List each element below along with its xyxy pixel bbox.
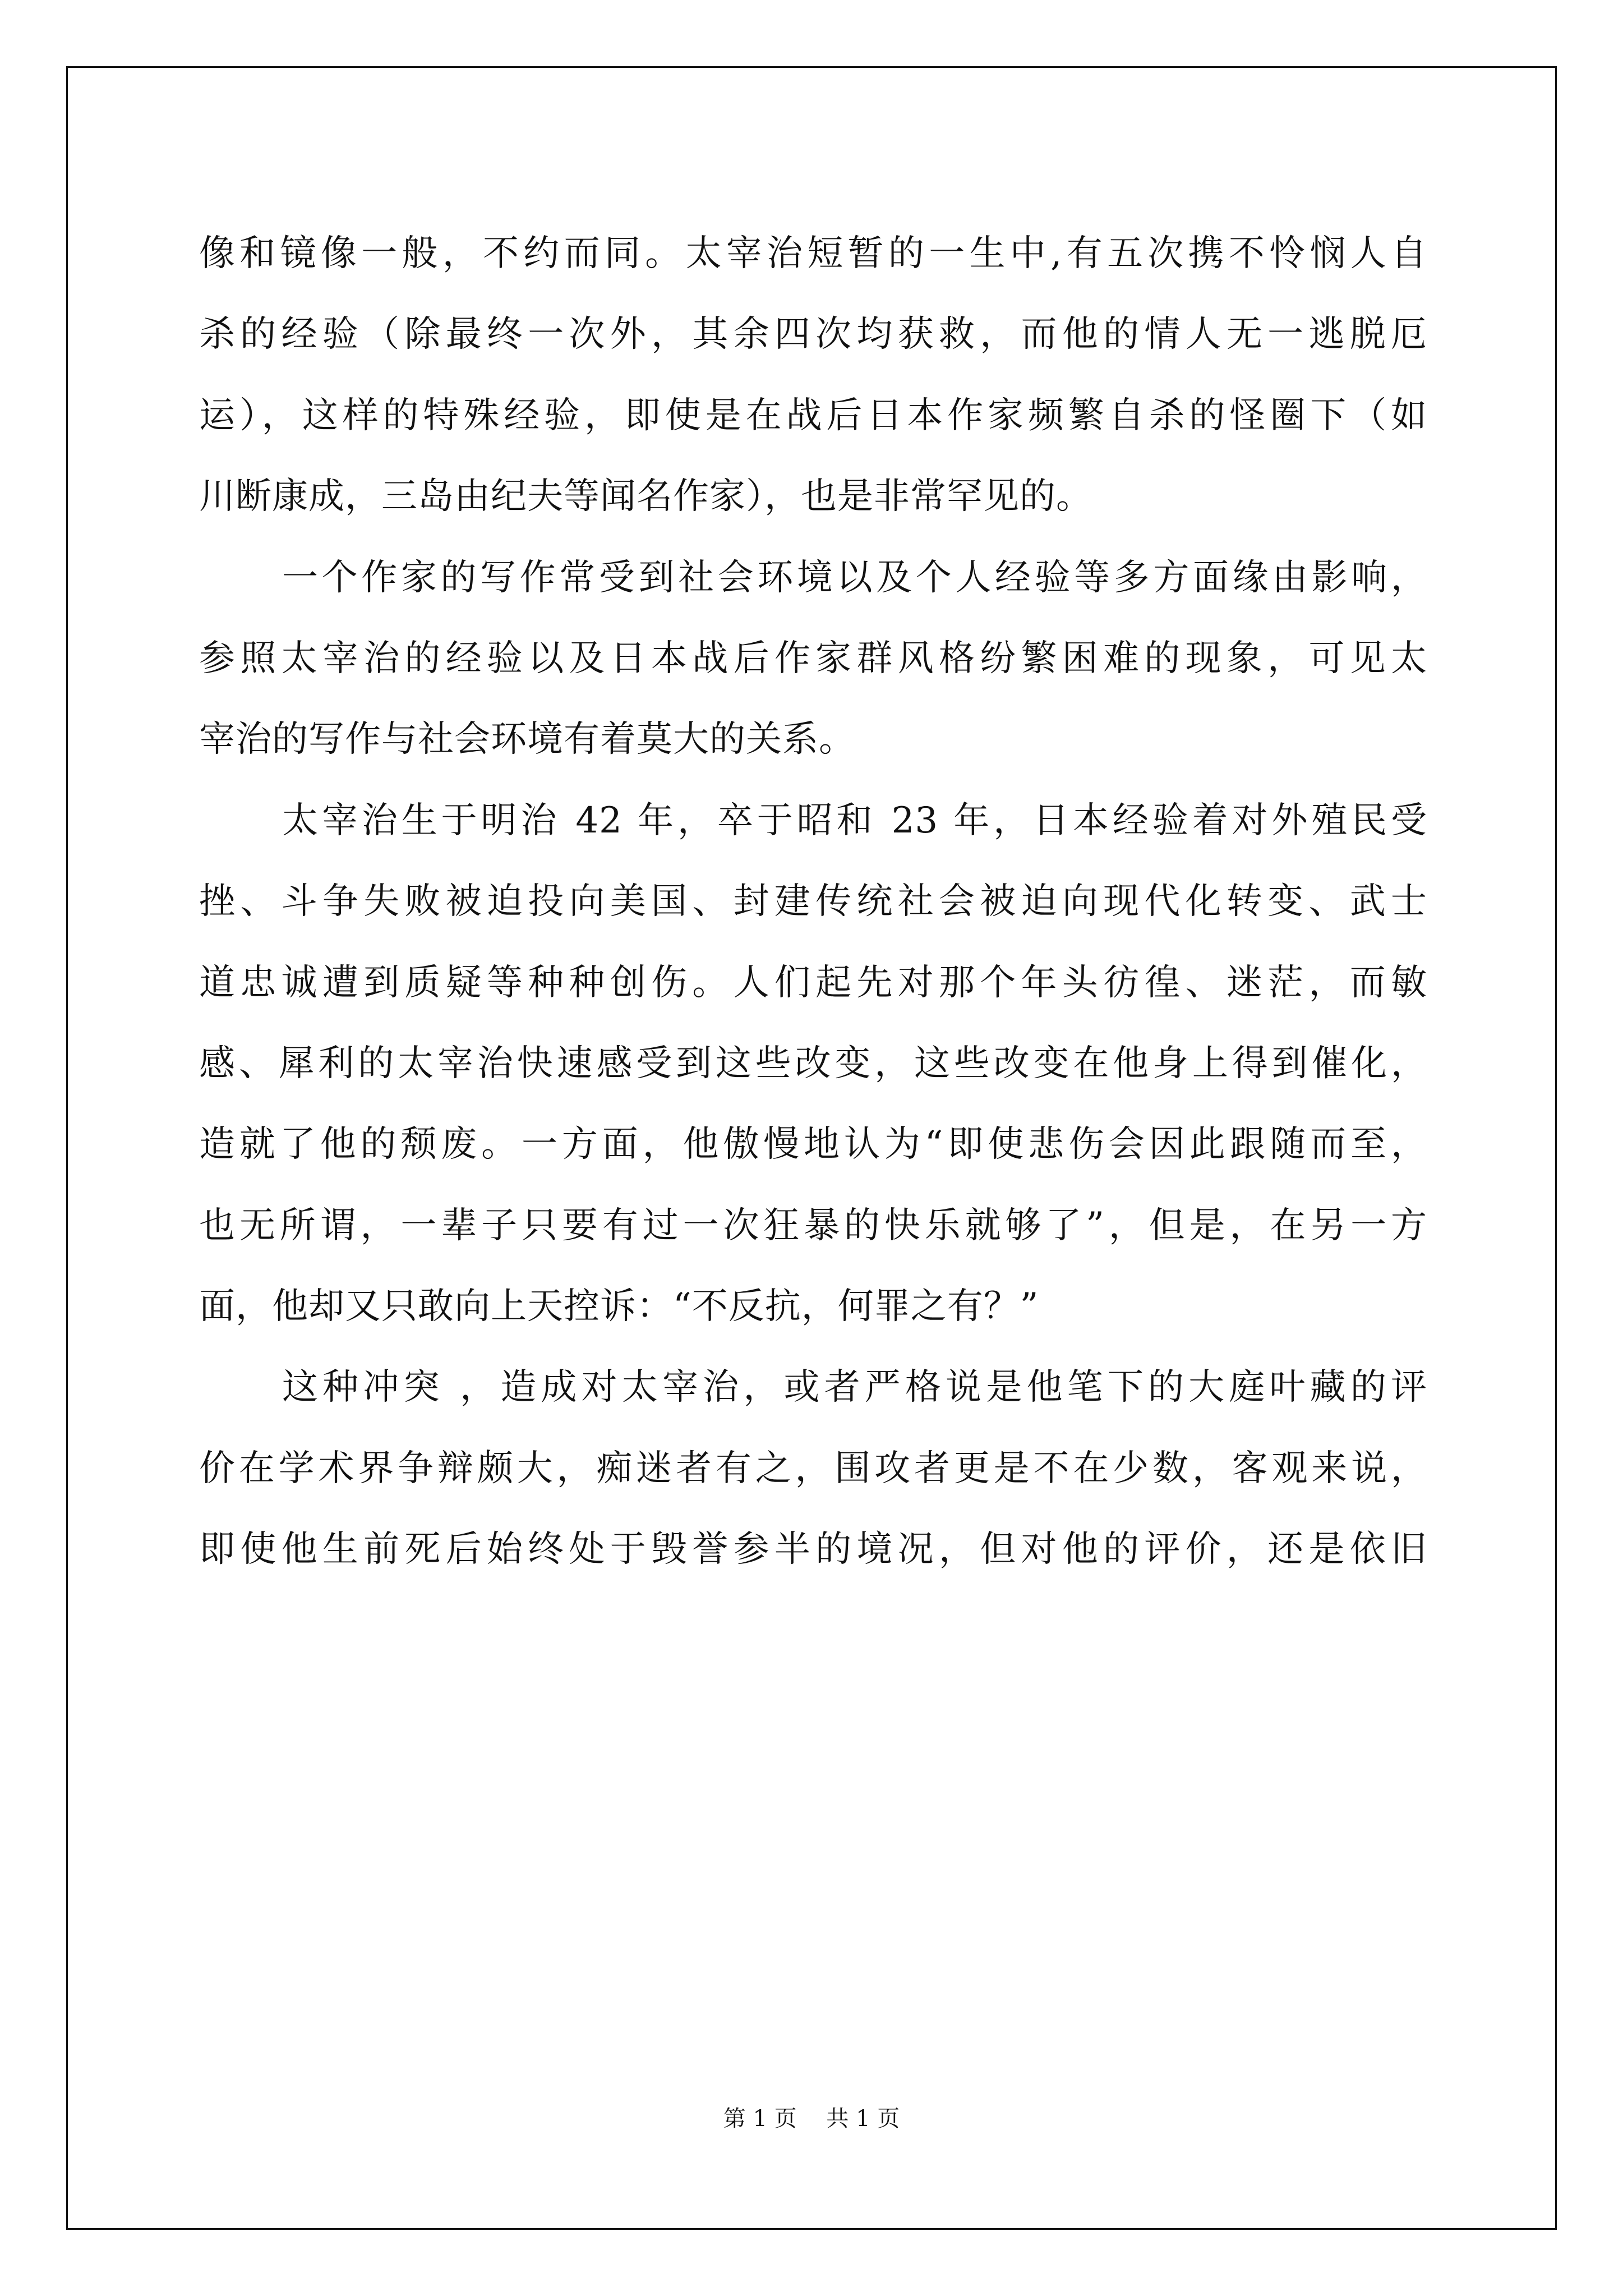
paragraph-3-line-3: 道忠诚遭到质疑等种种创伤。人们起先对那个年头彷徨、迷茫，而敏 bbox=[199, 961, 1427, 1004]
body-text bbox=[199, 213, 1427, 1590]
paragraph-1-line-2: 杀的经验（除最终一次外，其余四次均获救，而他的情人无一逃脱厄 bbox=[199, 314, 1427, 356]
paragraph-2-line-2: 参照太宰治的经验以及日本战后作家群风格纷繁困难的现象，可见太 bbox=[199, 637, 1427, 679]
paragraph-2-line-1: 一个作家的写作常受到社会环境以及个人经验等多方面缘由影响， bbox=[282, 556, 1427, 599]
page-number: 第 1 页 bbox=[723, 2106, 797, 2132]
page-total: 共 1 页 bbox=[826, 2106, 900, 2132]
paragraph-1-line-1: 像和镜像一般，不约而同。太宰治短暂的一生中,有五次携不怜悯人自 bbox=[199, 233, 1427, 274]
page-footer bbox=[0, 2101, 1623, 2133]
paragraph-1-line-3: 运），这样的特殊经验，即使是在战后日本作家频繁自杀的怪圈下（如 bbox=[199, 394, 1427, 436]
paragraph-3-line-5: 造就了他的颓废。一方面，他傲慢地认为“即使悲伤会因此跟随而至， bbox=[199, 1124, 1427, 1166]
paragraph-4-line-1: 这种冲突 ，造成对太宰治，或者严格说是他笔下的大庭叶藏的评 bbox=[282, 1366, 1427, 1409]
paragraph-3-line-1: 太宰治生于明治 42 年，卒于昭和 23 年，日本经验着对外殖民受 bbox=[282, 799, 1427, 841]
paragraph-3-line-2: 挫、斗争失败被迫投向美国、封建传统社会被迫向现代化转变、武士 bbox=[199, 881, 1427, 923]
paragraph-3-line-6: 也无所谓，一辈子只要有过一次狂暴的快乐就够了”，但是，在另一方 bbox=[199, 1204, 1427, 1246]
paragraph-2-line-3: 宰治的写作与社会环境有着莫大的关系。 bbox=[199, 719, 855, 761]
paragraph-4-line-2: 价在学术界争辩颇大，痴迷者有之，围攻者更是不在少数，客观来说， bbox=[199, 1447, 1427, 1489]
paragraph-1-line-4: 川断康成，三岛由纪夫等闻名作家），也是非常罕见的。 bbox=[199, 476, 1092, 518]
paragraph-3-line-7: 面，他却又只敢向上天控诉：“不反抗，何罪之有？” bbox=[199, 1286, 1039, 1328]
paragraph-3-line-4: 感、犀利的太宰治快速感受到这些改变，这些改变在他身上得到催化， bbox=[199, 1042, 1427, 1084]
paragraph-4-line-3: 即使他生前死后始终处于毁誉参半的境况，但对他的评价，还是依旧 bbox=[199, 1529, 1427, 1571]
